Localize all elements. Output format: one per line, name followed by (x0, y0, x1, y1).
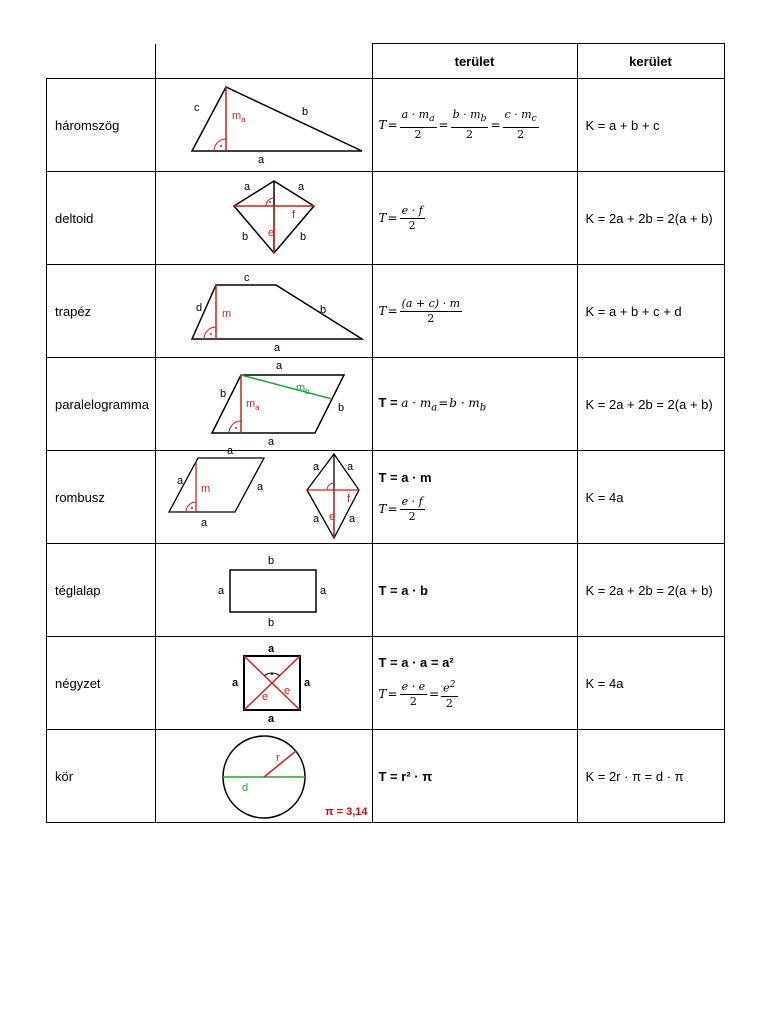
svg-text:c: c (243, 272, 249, 284)
perimeter-formula: K = 4a (577, 637, 724, 730)
rhombus-figure (155, 445, 372, 544)
pi-note: π = 3,14 (325, 806, 368, 818)
shape-name: háromszög (47, 79, 156, 172)
svg-text:a: a (319, 585, 326, 597)
area-formula: T = a · m T= $\frac{e \cdot f}{2}$ (372, 451, 577, 544)
row-circle (47, 730, 725, 823)
row-parallelogram (47, 358, 725, 451)
svg-text:d: d (195, 302, 202, 314)
svg-text:a: a (243, 181, 250, 193)
shape-name: rombusz (47, 451, 156, 544)
svg-text:a: a (257, 154, 264, 166)
svg-text:e: e (283, 685, 290, 697)
svg-text:f: f (291, 209, 295, 221)
svg-text:a: a (267, 643, 274, 655)
svg-text:b: b (337, 402, 344, 414)
parallelogram-figure (155, 358, 372, 451)
svg-text:a: a (348, 513, 355, 525)
svg-text:e: e (328, 511, 335, 523)
circle-figure (155, 730, 372, 823)
svg-text:a: a (346, 461, 353, 473)
svg-text:b: b (267, 617, 274, 629)
area-formula: T = a · a = a² T= $\frac{e \cdot e}{2}$ = $\frac{e^2}{2}$ (372, 637, 577, 730)
perimeter-formula: K = 2a + 2b = 2(a + b) (577, 358, 724, 451)
svg-text:b: b (301, 106, 308, 118)
area-formula: T= $\frac{e \cdot f}{2}$ (372, 172, 577, 265)
shape-name: trapéz (47, 265, 156, 358)
shape-name: kör (47, 730, 156, 823)
row-kite (47, 172, 725, 265)
header-perimeter: kerület (577, 44, 724, 79)
trapezoid-figure (155, 265, 372, 358)
svg-text:b: b (241, 231, 248, 243)
svg-text:b: b (219, 388, 226, 400)
triangle-figure (155, 79, 372, 172)
svg-text:b: b (299, 231, 306, 243)
perimeter-formula: K = 2r · π = d · π (577, 730, 724, 823)
shape-name: téglalap (47, 544, 156, 637)
svg-text:a: a (176, 475, 183, 487)
shape-name: paralelogramma (47, 358, 156, 451)
svg-text:a: a (231, 677, 238, 689)
row-trapezoid (47, 265, 725, 358)
svg-text:e: e (267, 227, 274, 239)
svg-text:a: a (217, 585, 224, 597)
formula-table (46, 43, 725, 823)
svg-text:m: m (200, 483, 210, 495)
area-formula: T= $\frac{a \cdot m_a}{2}$ = $\frac{b \cdot m_b}{2}$ = $\frac{c \cdot m_c}{2}$ (372, 79, 577, 172)
svg-text:c: c (193, 102, 199, 114)
perimeter-formula: K = 2a + 2b = 2(a + b) (577, 172, 724, 265)
perimeter-formula: K = 4a (577, 451, 724, 544)
area-formula: $T = a \cdot m_a=b \cdot m_b$ (372, 358, 577, 451)
shape-name: négyzet (47, 637, 156, 730)
svg-text:a: a (312, 513, 319, 525)
svg-text:a: a (226, 445, 233, 457)
svg-text:r: r (275, 752, 280, 764)
row-rectangle (47, 544, 725, 637)
svg-text:m: m (221, 308, 231, 320)
row-triangle (47, 79, 725, 172)
area-formula: T = a · b (372, 544, 577, 637)
svg-text:a: a (267, 713, 274, 725)
svg-text:ma: $m_a$ (231, 110, 246, 124)
square-figure (155, 637, 372, 730)
blank-cell (155, 44, 372, 79)
svg-text:a: a (200, 517, 207, 529)
header-row (47, 44, 725, 79)
svg-text:b: b (267, 555, 274, 567)
blank-cell (47, 44, 156, 79)
row-rhombus (47, 451, 725, 544)
area-formula: T= $\frac{(a + c) \cdot m}{2}$ (372, 265, 577, 358)
perimeter-formula: K = a + b + c + d (577, 265, 724, 358)
perimeter-formula: K = 2a + 2b = 2(a + b) (577, 544, 724, 637)
header-area: terület (372, 44, 577, 79)
svg-text:a: a (267, 436, 274, 448)
svg-text:d: d (241, 782, 248, 794)
svg-text:a: a (256, 481, 263, 493)
svg-text:a: a (273, 342, 280, 354)
svg-text:e: e (261, 691, 268, 703)
svg-text:b: b (319, 304, 326, 316)
kite-figure (155, 172, 372, 265)
svg-text:ma: $m_a$ (245, 398, 260, 412)
row-square (47, 637, 725, 730)
rectangle-figure (155, 544, 372, 637)
svg-text:a: a (297, 181, 304, 193)
perimeter-formula: K = a + b + c (577, 79, 724, 172)
svg-text:f: f (346, 493, 350, 505)
shape-name: deltoid (47, 172, 156, 265)
svg-text:a: a (303, 677, 310, 689)
svg-text:mb: $m_b$ (295, 382, 310, 396)
area-formula: T = r² · π (372, 730, 577, 823)
svg-text:a: a (275, 360, 282, 372)
svg-text:a: a (312, 461, 319, 473)
